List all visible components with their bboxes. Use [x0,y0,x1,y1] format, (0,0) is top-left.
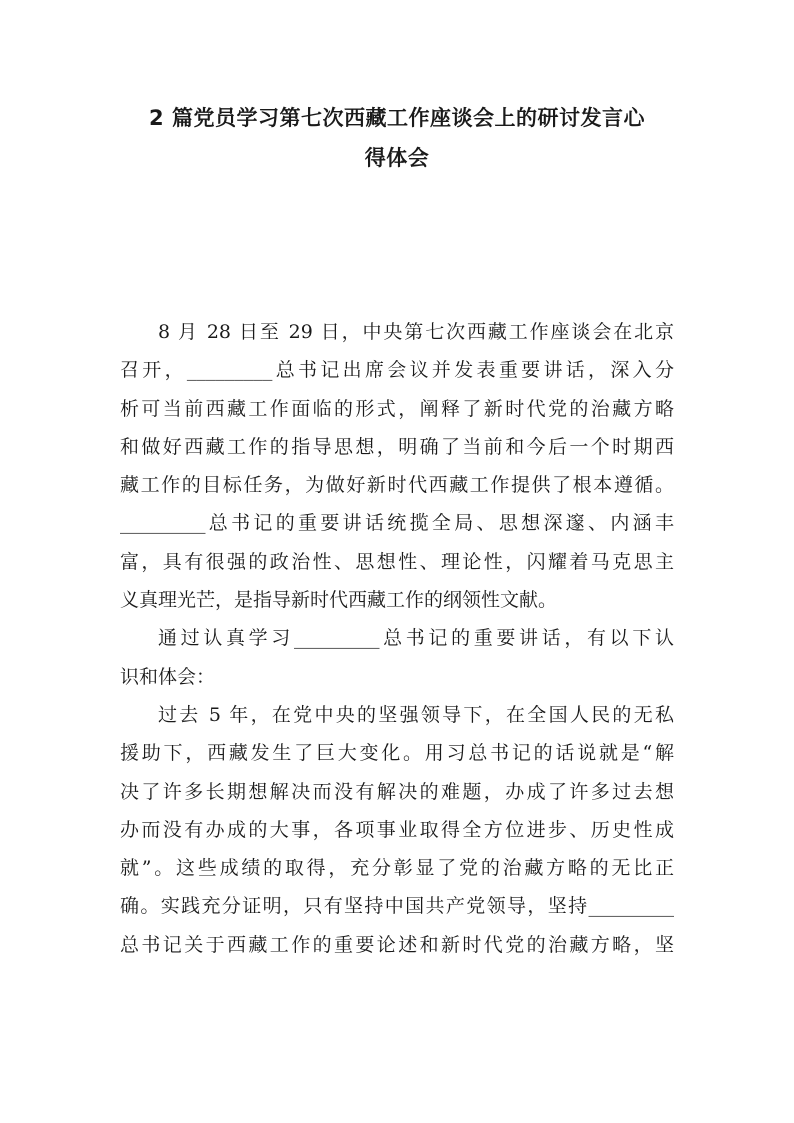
document-body [120,313,674,964]
text-line: 富，具有很强的政治性、思想性、理论性，闪耀着马克思主 [120,550,674,573]
text-line: 通过认真学习_________总书记的重要讲话，有以下认 [158,627,674,650]
paragraph-3 [120,696,674,964]
text-line: 过去 5 年，在党中央的坚强领导下，在全国人民的无私 [158,703,674,726]
text-line: 义真理光芒，是指导新时代西藏工作的纲领性文献。 [120,589,558,612]
text-line: 就”。这些成绩的取得，充分彰显了党的治藏方略的无比正 [120,857,674,880]
text-line: 藏工作的目标任务，为做好新时代西藏工作提供了根本遵循。 [120,474,674,497]
text-line: 决了许多长期想解决而没有解决的难题，办成了许多过去想 [120,780,674,803]
text-line: 8 月 28 日至 29 日，中央第七次西藏工作座谈会在北京 [158,321,674,343]
document-title [100,98,694,178]
title-line-2: 得体会 [364,146,430,170]
paragraph-2 [120,619,674,696]
paragraph-1 [120,313,674,619]
text-line: 确。实践充分证明，只有坚持中国共产党领导，坚持_________ [120,895,674,918]
title-line-1: 2 篇党员学习第七次西藏工作座谈会上的研讨发言心 [149,106,645,130]
text-line: 援助下，西藏发生了巨大变化。用习总书记的话说就是“解 [120,742,674,765]
text-line: 和做好西藏工作的指导思想，明确了当前和今后一个时期西 [120,435,674,458]
text-line: 办而没有办成的大事，各项事业取得全方位进步、历史性成 [120,818,674,841]
text-line: 召开，_________总书记出席会议并发表重要讲话，深入分 [120,359,674,382]
text-line: 总书记关于西藏工作的重要论述和新时代党的治藏方略，坚 [120,933,674,956]
text-line: 析可当前西藏工作面临的形式，阐释了新时代党的治藏方略 [120,397,674,420]
text-line: _________总书记的重要讲话统揽全局、思想深邃、内涵丰 [120,512,674,535]
text-line: 识和体会： [120,665,216,688]
